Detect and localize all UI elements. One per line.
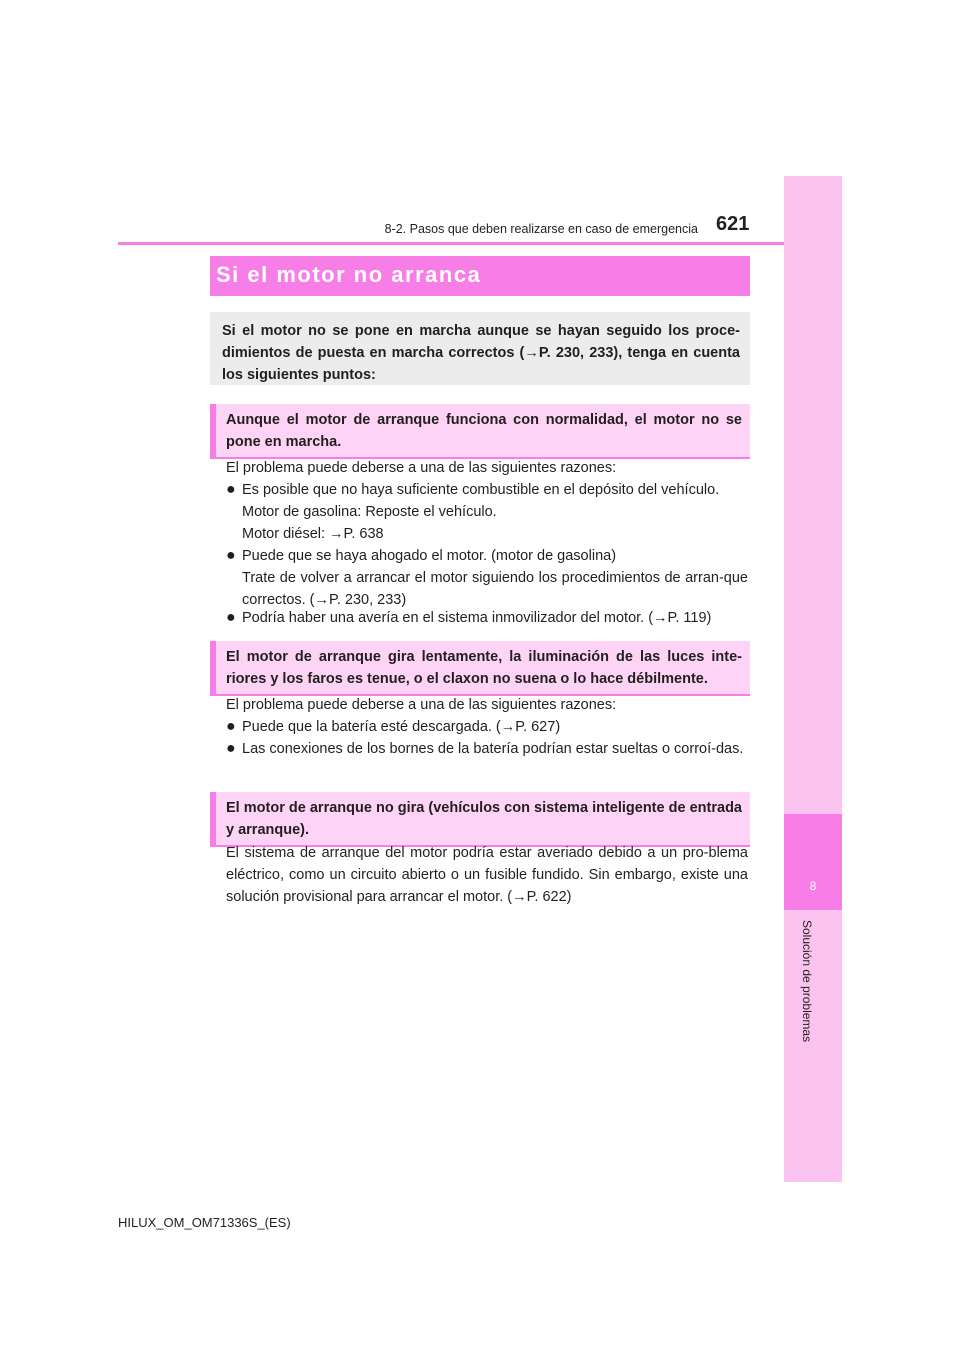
list-item — [226, 716, 748, 738]
bullet-line: Podría haber una avería en el sistema inmovilizador del motor. (→P. 119) — [242, 610, 712, 626]
bullet-line: Trate de volver a arrancar el motor siguiendo los procedimientos de arran-que correctos. (→P. 230, 233) — [242, 570, 748, 608]
page-title: Si el motor no arranca — [216, 262, 482, 287]
section-1-lead: El problema puede deberse a una de las siguientes razones: — [226, 460, 617, 476]
bullet-line: Motor de gasolina: Reposte el vehículo. — [242, 504, 497, 520]
bullet-icon: ● — [226, 481, 236, 498]
bullet-icon: ● — [226, 547, 236, 564]
chapter-number-tab[interactable]: 8 — [784, 814, 842, 910]
bullet-icon: ● — [226, 609, 236, 626]
section-2-lead: El problema puede deberse a una de las siguientes razones: — [226, 697, 617, 713]
document-code: HILUX_OM_OM71336S_(ES) — [118, 1215, 291, 1230]
list-item — [226, 545, 748, 611]
bullet-line: Es posible que no haya suficiente combustible en el depósito del vehículo. — [242, 482, 720, 498]
bullet-icon: ● — [226, 718, 236, 735]
header-section-title: 8-2. Pasos que deben realizarse en caso de emergencia — [384, 222, 698, 236]
bullet-line: Puede que se haya ahogado el motor. (motor de gasolina) — [242, 548, 617, 564]
section-3-body: El sistema de arranque del motor podría estar averiado debido a un pro-blema eléctrico, como un circuito abierto o un fusible fundido. Sin embargo, existe una solución provisional para arrancar el motor. (→P. 622) — [226, 845, 748, 905]
section-heading-1: Aunque el motor de arranque funciona con normalidad, el motor no se pone en marcha. — [210, 404, 750, 459]
header-divider — [118, 242, 784, 245]
intro-box: Si el motor no se pone en marcha aunque se hayan seguido los proce-dimientos de puesta en marcha correctos (→P. 230, 233), tenga en cuenta los siguientes puntos: — [210, 312, 750, 385]
bullet-line: Las conexiones de los bornes de la batería podrían estar sueltas o corroí-das. — [242, 741, 744, 757]
page-number: 621 — [716, 213, 750, 235]
chapter-title: Solución de problemas — [800, 920, 814, 1043]
page-title-bar — [210, 256, 750, 296]
section-heading-2: El motor de arranque gira lentamente, la iluminación de las luces inte-riores y los faros es tenue, o el claxon no suena o lo hace débilmente. — [210, 641, 750, 696]
bullet-line: Puede que la batería esté descargada. (→P. 627) — [242, 719, 561, 735]
section-heading-3: El motor de arranque no gira (vehículos con sistema inteligente de entrada y arranque). — [210, 792, 750, 847]
list-item — [226, 738, 748, 760]
bullet-line: Motor diésel: →P. 638 — [242, 526, 384, 542]
list-item — [226, 607, 748, 629]
list-item — [226, 479, 748, 545]
bullet-icon: ● — [226, 740, 236, 757]
